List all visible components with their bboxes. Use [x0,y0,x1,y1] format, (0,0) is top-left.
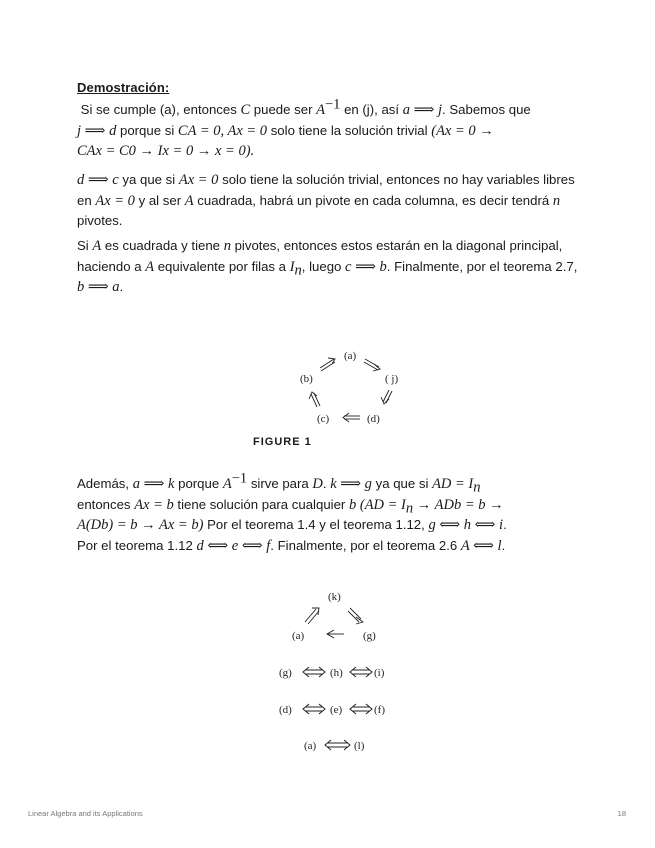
p4-text-10: Por el teorema 1.12 [77,537,197,553]
p3-text-1: Si [77,238,93,253]
fig2-arrow-k-to-g [348,608,363,624]
p4-math-inverse-exponent: −1 [231,470,248,487]
p4-text-6: entonces [77,496,135,512]
p1-text-2: puede ser [250,102,317,117]
p1-text-4: . Sabemos que [442,102,531,117]
p4-math-D: D [312,476,323,492]
p2-text-2: solo tiene la solución trivial, entonces no hay variables libres en [77,172,575,208]
p1-math-inverse-exponent: −1 [324,96,341,113]
p1-math-C: C [240,102,251,118]
p4-text-3: sirve para [247,476,313,491]
p4-text-12: . [501,537,506,553]
fig1-label-b: (b) [300,373,313,385]
p4-text-7: tiene solución para cualquier [173,496,349,512]
p3-math-n: n [223,238,231,254]
paragraph-1 [77,96,587,162]
p4-math-eq1: AD = I [432,476,474,492]
fig1-arrow-d-to-c [343,413,360,422]
figure-1-caption: FIGURE 1 [253,436,312,448]
p4-text-8: Por el teorema 1.4 y el teorema 1.12, [203,517,429,532]
fig1-arrow-a-to-j [364,359,380,371]
fig2-label-a2: (a) [304,740,317,752]
fig1-arrow-b-to-a [320,358,335,371]
p3-math-b-implies-a: b ⟹ a [77,279,120,295]
p1-math-eq3: CAx = C0 → Ix = 0 → x = 0). [77,143,255,159]
footer-book-title: Linear Algebra and its Applications [28,809,143,818]
fig1-label-j: ( j) [385,373,399,385]
fig2-label-l: (l) [354,740,365,752]
fig1-label-d: (d) [367,413,380,425]
fig2-label-i: (i) [374,667,385,679]
p3-math-I: I [289,258,295,275]
fig2-iff-d-e [303,704,325,714]
p3-text-3: pivotes, entonces estos estarán en la diagonal principal, haciendo a [77,238,563,274]
p1-text-5: porque si [116,122,178,138]
p2-math-d-implies-c: d ⟹ c [77,172,119,188]
p2-math-eq1: Ax = 0 [178,172,219,188]
p2-math-n: n [552,192,561,209]
p3-text-4: equivalente por filas a [154,258,290,274]
p4-math-b: b [348,496,357,513]
p4-math-eq7: A ⟺ l [460,537,502,554]
p4-math-eq3b: → ADb = b → [413,496,504,513]
section-heading: Demostración: [77,80,170,95]
paragraph-2 [77,170,587,232]
p4-math-k-implies-g: k ⟹ g [330,476,372,492]
fig2-label-a: (a) [292,630,305,642]
figure-1-diagram [290,342,420,432]
p1-text-6: solo tiene la solución trivial [267,122,432,138]
p3-text-5: , luego [301,258,346,274]
fig2-iff-a-l [325,740,350,750]
p4-math-eq4: A(Db) = b → Ax = b) [77,517,204,533]
footer-page-number: 18 [617,809,626,818]
p1-text-1: Si se cumple (a), entonces [80,102,241,117]
p1-math-eq2: (Ax = 0 → [431,122,494,139]
fig2-label-g: (g) [363,630,376,642]
fig2-iff-h-i [350,667,372,677]
p4-math-eq1-subscript: n [473,479,481,496]
paragraph-3 [77,236,587,298]
p3-text-6: . Finalmente, por el teorema 2.7, [386,258,578,274]
p1-text-3: en (j), así [340,102,403,117]
p1-math-j-implies-d: j ⟹ d [77,122,117,139]
p1-math-A: A [316,102,325,118]
fig2-arrow-a-to-k [305,608,319,624]
p2-math-eq2: Ax = 0 [95,192,135,209]
fig2-label-g2: (g) [279,667,292,679]
p1-math-a-implies-j: a ⟹ j [402,102,443,118]
p4-math-eq5: g ⟺ h ⟺ i [428,517,504,533]
p2-math-A: A [184,192,194,209]
p4-text-9: . [503,517,507,532]
p4-math-eq2: Ax = b [134,496,174,513]
fig2-label-f: (f) [374,704,385,716]
fig2-iff-e-f [350,704,372,714]
fig1-arrow-c-to-b [309,392,320,407]
p2-text-5: pivotes. [77,213,123,228]
fig2-label-k: (k) [328,591,341,603]
p4-math-eq3-subscript: n [405,500,414,517]
figure-2-diagram [270,585,410,755]
p3-text-2: es cuadrada y tiene [101,238,224,253]
p3-text-7: . [119,279,124,294]
p4-text-2: porque [174,476,223,491]
p3-math-A2: A [145,258,155,275]
paragraph-4 [77,470,587,556]
fig1-label-a: (a) [344,350,357,362]
p1-math-eq1: CA = 0, Ax = 0 [177,122,268,139]
fig2-arrow-g-to-a [327,630,344,638]
p4-math-A: A [222,476,232,492]
p4-math-eq6: d ⟺ e ⟺ f [196,537,271,554]
p4-text-11: . Finalmente, por el teorema 2.6 [270,537,461,553]
fig2-label-h: (h) [330,667,343,679]
p2-text-4: cuadrada, habrá un pivote en cada columna, es decir tendrá [193,192,553,208]
p4-math-eq3: (AD = I [356,496,406,513]
fig1-arrow-j-to-d [381,390,392,404]
p3-math-c-implies-b: c ⟹ b [345,258,387,275]
fig2-label-e: (e) [330,704,343,716]
p4-text-5: ya que si [371,476,433,491]
p4-math-a-implies-k: a ⟹ k [132,476,175,492]
p4-text-4: . [322,476,331,491]
fig2-iff-g-h [303,667,325,677]
p4-text-1: Además, [77,476,133,491]
fig1-label-c: (c) [317,413,330,425]
p3-math-I-subscript: n [294,262,302,279]
p3-math-A: A [92,238,102,254]
fig2-label-d: (d) [279,704,292,716]
p2-text-3: y al ser [134,192,185,208]
p2-text-1: ya que si [118,172,179,187]
